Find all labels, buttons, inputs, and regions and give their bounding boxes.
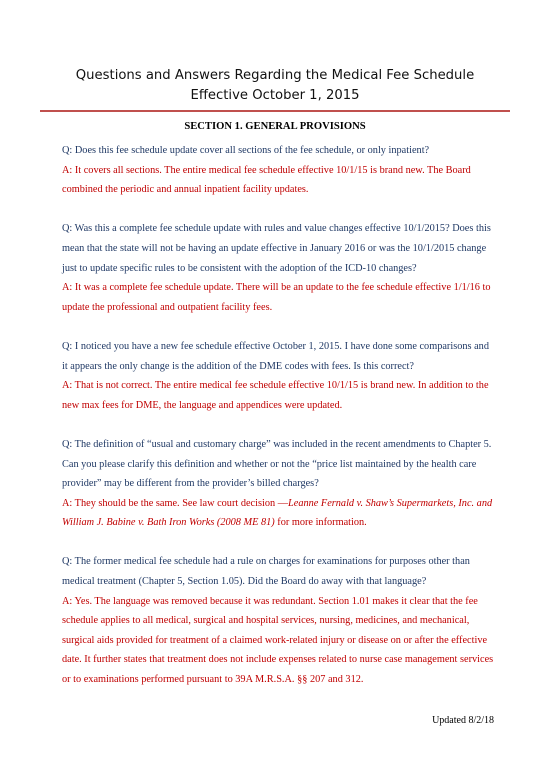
qa-item: [62, 337, 494, 415]
qa-list: [62, 141, 494, 709]
qa-item: [62, 435, 494, 533]
qa-item: [62, 552, 494, 689]
question: Q: Does this fee schedule update cover all sections of the fee schedule, or only inpatient?: [62, 145, 430, 156]
question: Q: The former medical fee schedule had a rule on charges for examinations for purposes other than medical treatment (Chapter 5, Section 1.05). Did the Board do away with that language?: [62, 556, 470, 588]
qa-item: [62, 141, 494, 200]
answer: [62, 494, 494, 533]
qa-item: [62, 219, 494, 317]
question: Q: The definition of “usual and customary charge” was included in the recent amendments to Chapter 5. Can you please clarify this definition and whether or not the “price list maintained by the health care provider” may be different from the provider’s billed charges?: [62, 438, 492, 490]
answer: A: It was a complete fee schedule update. There will be an update to the fee schedule effective 1/1/16 to update the professional and outpatient facility fees.: [62, 282, 491, 313]
question: Q: Was this a complete fee schedule update with rules and value changes effective 10/1/2015? Does this mean that the state will not be having an update effective in January 2016 or was the 10/1/2015 change just to update specific rules to be consistent with the adoption of the ICD-10 changes?: [62, 223, 491, 274]
answer: A: Yes. The language was removed because it was redundant. Section 1.01 makes it clear that the fee schedule applies to all medical, surgical and hospital services, nursing, medicines, and mechanical, surgical aids provided for treatment of a claimed work-related injury or disease on or after the effective date. It further states that treatment does not include expenses related to nurse case management services or to examinations performed pursuant to 39A M.R.S.A. §§ 207 and 312.: [62, 595, 494, 686]
case-citation: Leanne Fernald v. Shaw’s Supermarkets, Inc. and William J. Babine v. Bath Iron Works (2008 ME 81): [62, 497, 493, 529]
answer: A: It covers all sections. The entire medical fee schedule effective 10/1/15 is brand new. The Board combined the periodic and annual inpatient facility updates.: [62, 164, 471, 196]
document-title: [40, 66, 510, 112]
title-line-1: Questions and Answers Regarding the Medical Fee Schedule: [75, 68, 475, 83]
answer-text: A: They should be the same. See law court decision —: [62, 497, 289, 509]
question: Q: I noticed you have a new fee schedule effective October 1, 2015. I have done some comparisons and it appears the only change is the addition of the DME codes with fees. Is this correct?: [62, 340, 489, 372]
answer-text-end: for more information.: [274, 517, 367, 529]
section-heading: SECTION 1. GENERAL PROVISIONS: [184, 121, 366, 132]
updated-date: Updated 8/2/18: [432, 715, 494, 726]
title-line-2: Effective October 1, 2015: [190, 88, 360, 103]
answer: A: That is not correct. The entire medical fee schedule effective 10/1/15 is brand new. In addition to the new max fees for DME, the language and appendices were updated.: [62, 380, 489, 411]
